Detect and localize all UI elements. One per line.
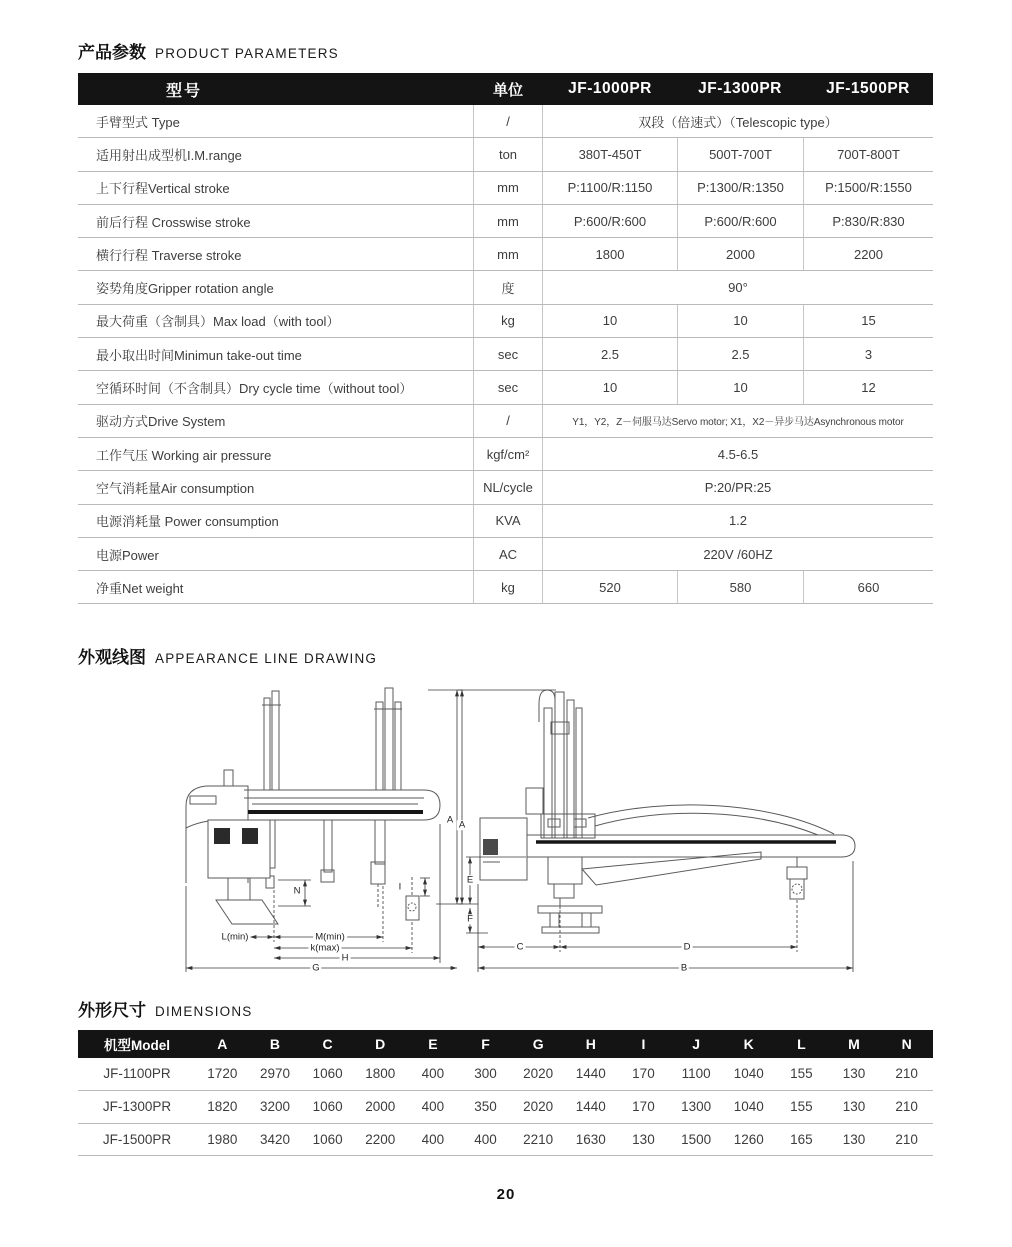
page-number: 20 (496, 1186, 516, 1203)
dimension-header-cell: C (322, 1036, 333, 1052)
dimensions-heading-en: DIMENSIONS (155, 1004, 253, 1019)
section-heading-drawing (78, 643, 377, 668)
side-view-lineart (456, 678, 856, 978)
parameter-label: 空气消耗量Air consumption (96, 480, 255, 496)
dimensions-table-body (78, 1058, 933, 1156)
section-heading-dimensions (78, 996, 253, 1021)
dimension-value: 400 (421, 1099, 445, 1115)
drawing-heading-en: APPEARANCE LINE DRAWING (155, 651, 378, 666)
parameter-row (78, 438, 933, 471)
parameter-unit: kg (473, 305, 543, 337)
dimensions-table-header (78, 1030, 933, 1058)
dimension-value: 1040 (733, 1066, 764, 1082)
parameter-unit: NL/cycle (473, 471, 543, 503)
parameter-label: 空循环时间（不含制具）Dry cycle time（without tool） (96, 381, 413, 397)
parameter-row (78, 105, 933, 138)
dimension-value: 2020 (523, 1066, 554, 1082)
parameter-row (78, 505, 933, 538)
dimension-value: 130 (632, 1131, 655, 1147)
dimension-value: 1980 (207, 1131, 238, 1147)
dimension-value: 155 (790, 1066, 813, 1082)
parameter-label: 手臂型式 Type (96, 114, 180, 130)
parameter-value: 380T-450T (578, 146, 642, 162)
dimension-value: 170 (632, 1099, 655, 1115)
parameter-label: 适用射出成型机I.M.range (96, 147, 242, 163)
dimension-row (78, 1091, 933, 1124)
dimension-value: 400 (421, 1131, 445, 1147)
header-model-col: 型号 (166, 82, 203, 100)
dimension-header-cell: A (217, 1036, 228, 1052)
front-dim-m-label: M(min) (315, 931, 345, 943)
parameter-value: P:1500/R:1550 (803, 172, 933, 204)
parameter-value-span: 4.5-6.5 (717, 446, 759, 462)
parameters-heading-zh: 产品参数 (78, 43, 146, 62)
side-dim-f-label: F (467, 913, 473, 925)
dimension-model: JF-1300PR (102, 1099, 172, 1115)
parameter-value: 15 (803, 305, 933, 337)
dimension-header-cell: M (848, 1036, 860, 1052)
parameter-value: 1800 (595, 246, 625, 262)
dimension-value: 1720 (207, 1066, 238, 1082)
parameter-unit: 度 (473, 271, 543, 303)
dimension-row (78, 1058, 933, 1091)
dimension-model: JF-1500PR (102, 1131, 172, 1147)
parameter-unit: ton (473, 138, 543, 170)
dimension-value: 1500 (681, 1131, 712, 1147)
dimension-header-cell: I (641, 1036, 646, 1052)
parameter-label: 最大荷重（含制具）Max load（with tool） (96, 314, 340, 330)
dimensions-heading-zh: 外形尺寸 (78, 1001, 146, 1020)
dimension-value: 400 (421, 1066, 445, 1082)
parameter-value: 10 (677, 305, 803, 337)
dimension-row (78, 1124, 933, 1157)
dimension-value: 1630 (575, 1131, 606, 1147)
parameter-unit: / (473, 105, 543, 137)
dimension-header-cell: D (375, 1036, 386, 1052)
front-dim-g-label: G (312, 962, 320, 974)
side-dim-b-label: B (680, 962, 688, 974)
front-dim-n-label: N (293, 885, 301, 897)
dimension-header-cell: L (797, 1036, 806, 1052)
dimension-header-cell: K (743, 1036, 754, 1052)
side-dim-c-label: C (516, 941, 524, 953)
parameter-value: 700T-800T (803, 138, 933, 170)
parameter-row (78, 405, 933, 438)
dimension-header-cell: N (901, 1036, 912, 1052)
parameter-label: 姿势角度Gripper rotation angle (96, 281, 274, 297)
parameter-unit: AC (473, 538, 543, 570)
parameter-unit: mm (473, 172, 543, 204)
dimension-value: 130 (842, 1099, 866, 1115)
dimension-value: 1060 (312, 1099, 343, 1115)
dimension-value: 155 (790, 1099, 813, 1115)
dimension-header-cell: E (428, 1036, 438, 1052)
parameter-value: P:1300/R:1350 (677, 172, 803, 204)
dimension-value: 3420 (259, 1131, 290, 1147)
parameter-value: 3 (803, 338, 933, 370)
dimension-value: 1300 (681, 1099, 712, 1115)
parameter-label: 横行行程 Traverse stroke (96, 247, 242, 263)
dimension-header-cell: G (532, 1036, 544, 1052)
parameter-value: 12 (803, 371, 933, 403)
side-dim-a-label: A (458, 819, 466, 831)
parameter-unit: KVA (473, 505, 543, 537)
front-dim-a-label: A (446, 814, 454, 826)
parameter-unit: kgf/cm² (473, 438, 543, 470)
dimension-value: 165 (790, 1131, 813, 1147)
parameter-unit: sec (473, 371, 543, 403)
dimension-value: 2200 (365, 1131, 396, 1147)
dimension-header-cell: F (481, 1036, 490, 1052)
header-unit-col: 单位 (492, 81, 523, 99)
side-dim-d-label: D (683, 941, 691, 953)
parameter-label: 上下行程Vertical stroke (96, 181, 230, 197)
parameter-row (78, 205, 933, 238)
parameter-label: 前后行程 Crosswise stroke (96, 214, 251, 230)
parameter-value-span: 1.2 (728, 513, 748, 529)
dimension-value: 170 (632, 1066, 655, 1082)
parameter-row (78, 305, 933, 338)
parameter-label: 电源Power (96, 547, 159, 563)
front-dim-h-label: H (341, 952, 349, 964)
dimension-value: 1800 (365, 1066, 396, 1082)
parameter-value: P:600/R:600 (573, 213, 647, 229)
dimension-value: 1100 (681, 1066, 711, 1082)
drawing-heading-zh: 外观线图 (78, 648, 146, 667)
parameter-value: 660 (803, 571, 933, 603)
header-model-jf1500pr: JF-1500PR (826, 80, 910, 97)
dimension-value: 1440 (575, 1099, 606, 1115)
parameter-row (78, 271, 933, 304)
dimension-header-cell: H (585, 1036, 596, 1052)
parameter-value: P:1100/R:1150 (567, 180, 653, 196)
dimension-value: 2970 (259, 1066, 290, 1082)
parameter-label: 驱动方式Drive System (96, 414, 226, 430)
side-view-drawing (456, 678, 856, 978)
dimension-value: 1060 (312, 1131, 343, 1147)
parameter-unit: mm (473, 238, 543, 270)
parameter-value-span: 90° (728, 280, 748, 296)
parameter-value: P:600/R:600 (677, 205, 803, 237)
dimension-value: 2210 (523, 1131, 554, 1147)
parameter-label: 电源消耗量 Power consumption (96, 514, 279, 530)
parameters-table (78, 73, 933, 604)
parameter-value: 2200 (803, 238, 933, 270)
parameter-value: 580 (677, 571, 803, 603)
dimension-value: 1040 (733, 1099, 764, 1115)
dimension-value: 1060 (312, 1066, 343, 1082)
dimension-value: 1820 (207, 1099, 238, 1115)
front-dim-k-label: k(max) (310, 942, 340, 954)
parameters-table-body (78, 105, 933, 604)
parameter-value-span: 双段（倍速式）（Telescopic type） (638, 114, 838, 130)
parameter-row (78, 538, 933, 571)
dimension-value: 210 (895, 1131, 918, 1147)
dimension-value: 400 (474, 1131, 497, 1147)
parameter-row (78, 172, 933, 205)
parameter-value-span: P:20/PR:25 (704, 479, 772, 495)
parameter-value-span: Y1，Y2，Z－伺服马达Servo motor; X1，X2－异步马达Asynchronous motor (572, 417, 904, 429)
dimension-value: 1440 (575, 1066, 606, 1082)
parameter-row (78, 338, 933, 371)
dimension-value: 1260 (733, 1131, 764, 1147)
parameter-value: 2.5 (600, 346, 620, 362)
dimension-value: 2020 (523, 1099, 554, 1115)
parameter-label: 工作气压 Working air pressure (96, 447, 272, 463)
dimensions-table (78, 1030, 933, 1156)
parameter-label: 净重Net weight (96, 580, 184, 596)
dimension-value: 2000 (365, 1099, 396, 1115)
parameter-row (78, 238, 933, 271)
parameter-value-span: 220V /60HZ (703, 546, 773, 562)
dimension-header-cell: J (692, 1036, 700, 1052)
front-view-drawing (178, 678, 468, 978)
dimension-value: 350 (474, 1099, 497, 1115)
parameter-row (78, 138, 933, 171)
dimension-value: 210 (895, 1099, 918, 1115)
dimension-value: 3200 (259, 1099, 290, 1115)
parameter-value: 500T-700T (677, 138, 803, 170)
parameter-row (78, 471, 933, 504)
section-heading-parameters (78, 38, 339, 63)
parameters-heading-en: PRODUCT PARAMETERS (155, 46, 339, 61)
dimension-value: 130 (842, 1066, 866, 1082)
parameter-value: 10 (602, 380, 618, 396)
header-model-jf1300pr: JF-1300PR (698, 80, 782, 97)
dimension-value: 130 (842, 1131, 866, 1147)
parameter-value: 520 (599, 579, 621, 595)
front-dim-l-label: L(min) (221, 931, 249, 943)
parameter-unit: kg (473, 571, 543, 603)
parameter-value: 2.5 (677, 338, 803, 370)
dimension-value: 300 (474, 1066, 497, 1082)
dimension-header-cell: B (269, 1036, 281, 1052)
dimension-model: JF-1100PR (103, 1066, 171, 1082)
parameter-unit: sec (473, 338, 543, 370)
header-model-jf1000pr: JF-1000PR (568, 80, 652, 97)
parameter-value: 2000 (677, 238, 803, 270)
dimension-value: 210 (895, 1066, 918, 1082)
parameter-value: P:830/R:830 (803, 205, 933, 237)
dimension-header-cell: 机型Model (104, 1038, 170, 1053)
front-dim-i-label: I (398, 881, 402, 893)
parameter-unit: mm (473, 205, 543, 237)
parameter-row (78, 371, 933, 404)
parameter-row (78, 571, 933, 604)
parameter-value: 10 (602, 313, 618, 329)
parameter-unit: / (473, 405, 543, 437)
parameter-value: 10 (677, 371, 803, 403)
parameters-table-header (78, 73, 933, 105)
side-dim-e-label: E (466, 874, 474, 886)
parameter-label: 最小取出时间Minimun take-out time (96, 347, 302, 363)
